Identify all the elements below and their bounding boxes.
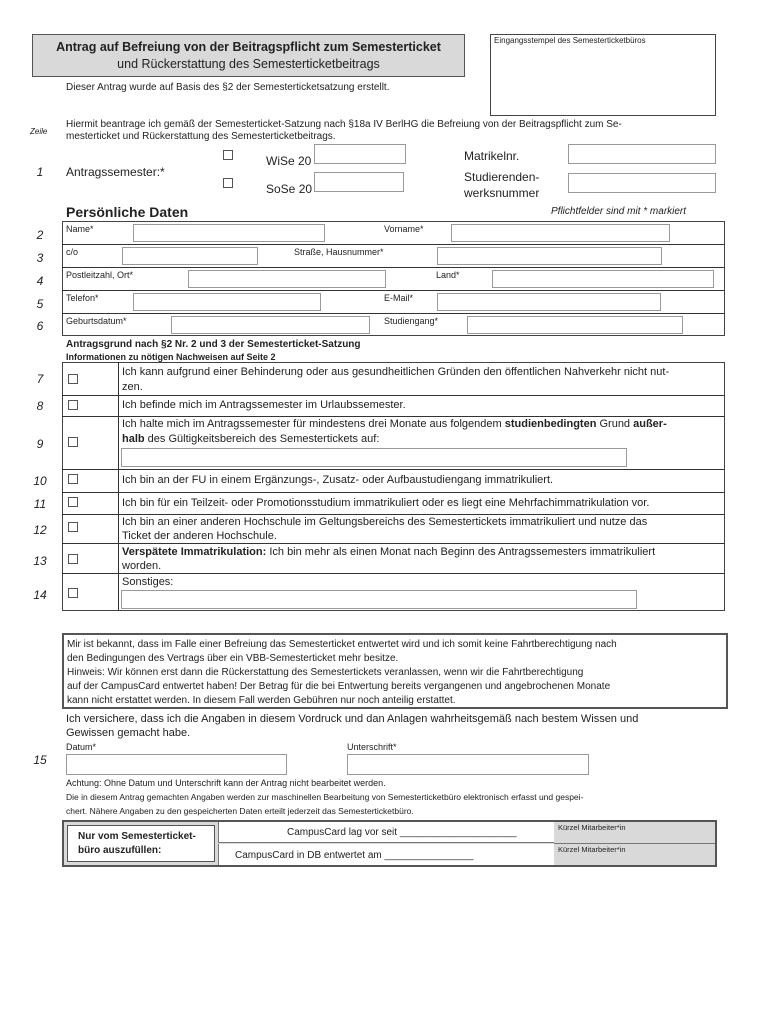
wise-checkbox[interactable] (223, 150, 233, 160)
warning-text: Achtung: Ohne Datum und Unterschrift kann der Antrag nicht bearbeitet werden. (66, 778, 386, 788)
office-label-1: Nur vom Semesterticket- (78, 831, 196, 842)
office-label-box (67, 825, 215, 862)
row-number-11: 11 (33, 497, 47, 511)
ground-14-checkbox[interactable] (68, 588, 78, 598)
matrikel-label: Matrikelnr. (464, 149, 520, 163)
ground-7-checkbox[interactable] (68, 374, 78, 384)
unterschrift-field[interactable] (347, 754, 589, 775)
required-note: Pflichtfelder sind mit * markiert (551, 206, 687, 217)
studierendenwerk-label-1: Studierenden- (464, 170, 540, 184)
title-box (32, 34, 465, 77)
ground-10-checkbox[interactable] (68, 474, 78, 484)
studiengang-label: Studiengang* (384, 316, 439, 326)
strasse-label: Straße, Hausnummer* (294, 247, 384, 257)
row-number-12: 12 (33, 523, 47, 537)
declaration-line2: Gewissen gemacht habe. (66, 727, 191, 739)
geburtsdatum-label: Geburtsdatum* (66, 316, 127, 326)
datum-label: Datum* (66, 742, 97, 752)
ground-9-text-1c: Grund (596, 418, 634, 430)
datum-field[interactable] (66, 754, 287, 775)
notice-line5: kann nicht erstattet werden. In diesem Fall werden Gebühren nur noch anteilig erstattet. (67, 695, 456, 706)
sose-label: SoSe 20 (266, 182, 313, 196)
vorname-field[interactable] (451, 224, 670, 242)
ground-9-reason-field[interactable] (121, 448, 627, 467)
co-field[interactable] (122, 247, 258, 265)
row-number-9: 9 (36, 437, 44, 451)
ground-13-text-1 (122, 545, 655, 560)
ground-13-text-2: worden. (122, 560, 162, 572)
ground-13-text-1a: Ich bin mehr als einen Monat nach Beginn des Antragssemesters immatrikuliert (266, 546, 656, 558)
studierendenwerk-label-2: werksnummer (464, 186, 540, 200)
notice-line1: Mir ist bekannt, dass im Falle einer Befreiung das Semesterticket entwertet wird und ich somit keine Fahrtberechtigung nach (67, 639, 617, 650)
ground-9-text-2a: halb (122, 433, 145, 445)
stamp-label: Eingangsstempel des Semesterticketbüros (494, 36, 646, 45)
privacy-line1: Die in diesem Antrag gemachten Angaben werden zur maschinellen Bearbeitung von Semesterticketbüro elektronisch erfasst und gespei- (66, 792, 584, 802)
row-number-10: 10 (33, 474, 47, 488)
studiengang-field[interactable] (467, 316, 683, 334)
row-number-14: 14 (33, 588, 47, 602)
email-label: E-Mail* (384, 293, 414, 303)
intro-line2: mesterticket und Rückerstattung des Semesterticketbeitrags. (66, 131, 336, 142)
notice-line2: den Bedingungen des Vertrags über ein VBB-Semesterticket mehr besitze. (67, 653, 399, 664)
row-number-4: 4 (36, 274, 44, 288)
personal-heading: Persönliche Daten (66, 204, 189, 220)
row-number-5: 5 (36, 297, 44, 311)
ground-10-text: Ich bin an der FU in einem Ergänzungs-, Zusatz- oder Aufbaustudiengang immatrikuliert. (122, 474, 554, 486)
studierendenwerk-field[interactable] (568, 173, 716, 193)
ground-9-checkbox[interactable] (68, 437, 78, 447)
ground-9-text-1b: studienbedingten (504, 418, 597, 430)
name-label: Name* (66, 224, 94, 234)
wise-year-field[interactable] (314, 144, 406, 164)
kuerzel-label-1: Kürzel Mitarbeiter*in (558, 823, 626, 832)
co-label: c/o (66, 247, 79, 257)
ground-12-text-1: Ich bin an einer anderen Hochschule im Geltungsbereichs des Semestertickets immatrikuliert und nutze das (122, 516, 648, 528)
ground-13-checkbox[interactable] (68, 554, 78, 564)
ground-8-checkbox[interactable] (68, 400, 78, 410)
telefon-label: Telefon* (66, 293, 99, 303)
ground-9-text-1d: außer- (633, 418, 667, 430)
sose-checkbox[interactable] (223, 178, 233, 188)
grounds-subheading: Informationen zu nötigen Nachweisen auf Seite 2 (66, 352, 276, 362)
ground-14-text: Sonstiges: (122, 576, 174, 588)
land-label: Land* (436, 270, 460, 280)
unterschrift-label: Unterschrift* (347, 742, 397, 752)
ground-8-text: Ich befinde mich im Antragssemester im Urlaubssemester. (122, 399, 406, 411)
ground-11-text: Ich bin für ein Teilzeit- oder Promotionsstudium immatrikuliert oder es liegt eine Mehrfachimmatrikulation vor. (122, 497, 650, 509)
email-field[interactable] (437, 293, 661, 311)
zeile-label: Zeile (30, 127, 48, 136)
kuerzel-label-2: Kürzel Mitarbeiter*in (558, 845, 626, 854)
campus-row-2 (218, 844, 554, 865)
notice-box (62, 633, 728, 709)
ground-14-other-field[interactable] (121, 590, 637, 609)
row-number-1: 1 (36, 165, 44, 179)
ground-9-text-2 (122, 432, 379, 447)
wise-label: WiSe 20 (266, 154, 312, 168)
ground-9-text-1a: Ich halte mich im Antragssemester für mindestens drei Monate aus folgendem (122, 418, 505, 430)
notice-line4: auf der CampusCard entwertet haben! Der Betrag für die bei Entwertung bereits vergangenen und angebrochenen Monate (67, 681, 611, 692)
ground-7-text-2: zen. (122, 381, 143, 393)
form-subtitle: und Rückerstattung des Semesterticketbeitrags (117, 57, 380, 71)
matrikel-field[interactable] (568, 144, 716, 164)
privacy-line2: chert. Nähere Angaben zu den gespeicherten Daten erteilt jederzeit das Semesterticketbüro. (66, 806, 414, 816)
plz-ort-field[interactable] (188, 270, 386, 288)
declaration-line1: Ich versichere, dass ich die Angaben in diesem Vordruck und dan Anlagen wahrheitsgemäß nach bestem Wissen und (66, 713, 639, 725)
basis-text: Dieser Antrag wurde auf Basis des §2 der Semesterticketsatzung erstellt. (66, 82, 390, 93)
sose-year-field[interactable] (314, 172, 404, 192)
ground-11-checkbox[interactable] (68, 497, 78, 507)
row-number-7: 7 (36, 372, 44, 386)
office-box (62, 820, 717, 867)
campus-lag-vor: CampusCard lag vor seit _____________________ (287, 827, 517, 838)
row-number-6: 6 (36, 319, 44, 333)
office-label-2: büro auszufüllen: (78, 845, 162, 856)
ground-9-text-1 (122, 417, 667, 432)
ground-13-text-1b: Verspätete Immatrikulation: (122, 546, 267, 558)
intro-line1: Hiermit beantrage ich gemäß der Semesterticket-Satzung nach §18a IV BerlHG die Befreiung von der Beitragspflicht zum Se- (66, 119, 622, 130)
campus-row-1 (218, 822, 554, 843)
strasse-field[interactable] (437, 247, 662, 265)
antragssemester-label: Antragssemester:* (66, 165, 165, 179)
row-number-8: 8 (36, 399, 44, 413)
row-number-13: 13 (33, 554, 47, 568)
notice-line3: Hinweis: Wir können erst dann die Rückerstattung des Semestertickets veranlassen, wenn wir die Fahrtberechtigung (67, 667, 584, 678)
telefon-field[interactable] (133, 293, 321, 311)
row-number-3: 3 (36, 251, 44, 265)
ground-9-text-2b: des Gültigkeitsbereich des Semestertickets auf: (144, 433, 380, 445)
ground-12-checkbox[interactable] (68, 522, 78, 532)
row-number-15: 15 (33, 753, 47, 767)
campus-entwertet: CampusCard in DB entwertet am ________________ (235, 850, 474, 861)
name-field[interactable] (133, 224, 325, 242)
land-field[interactable] (492, 270, 714, 288)
stamp-box (490, 34, 716, 116)
vorname-label: Vorname* (384, 224, 424, 234)
grounds-heading: Antragsgrund nach §2 Nr. 2 und 3 der Semesterticket-Satzung (66, 339, 361, 350)
plz-ort-label: Postleitzahl, Ort* (66, 270, 134, 280)
form-title: Antrag auf Befreiung von der Beitragspflicht zum Semesterticket (56, 40, 441, 54)
ground-7-text-1: Ich kann aufgrund einer Behinderung oder aus gesundheitlichen Gründen den öffentlichen Nahverkehr nicht nut- (122, 366, 670, 378)
ground-12-text-2: Ticket der anderen Hochschule. (122, 530, 277, 542)
row-number-2: 2 (36, 228, 44, 242)
geburtsdatum-field[interactable] (171, 316, 370, 334)
